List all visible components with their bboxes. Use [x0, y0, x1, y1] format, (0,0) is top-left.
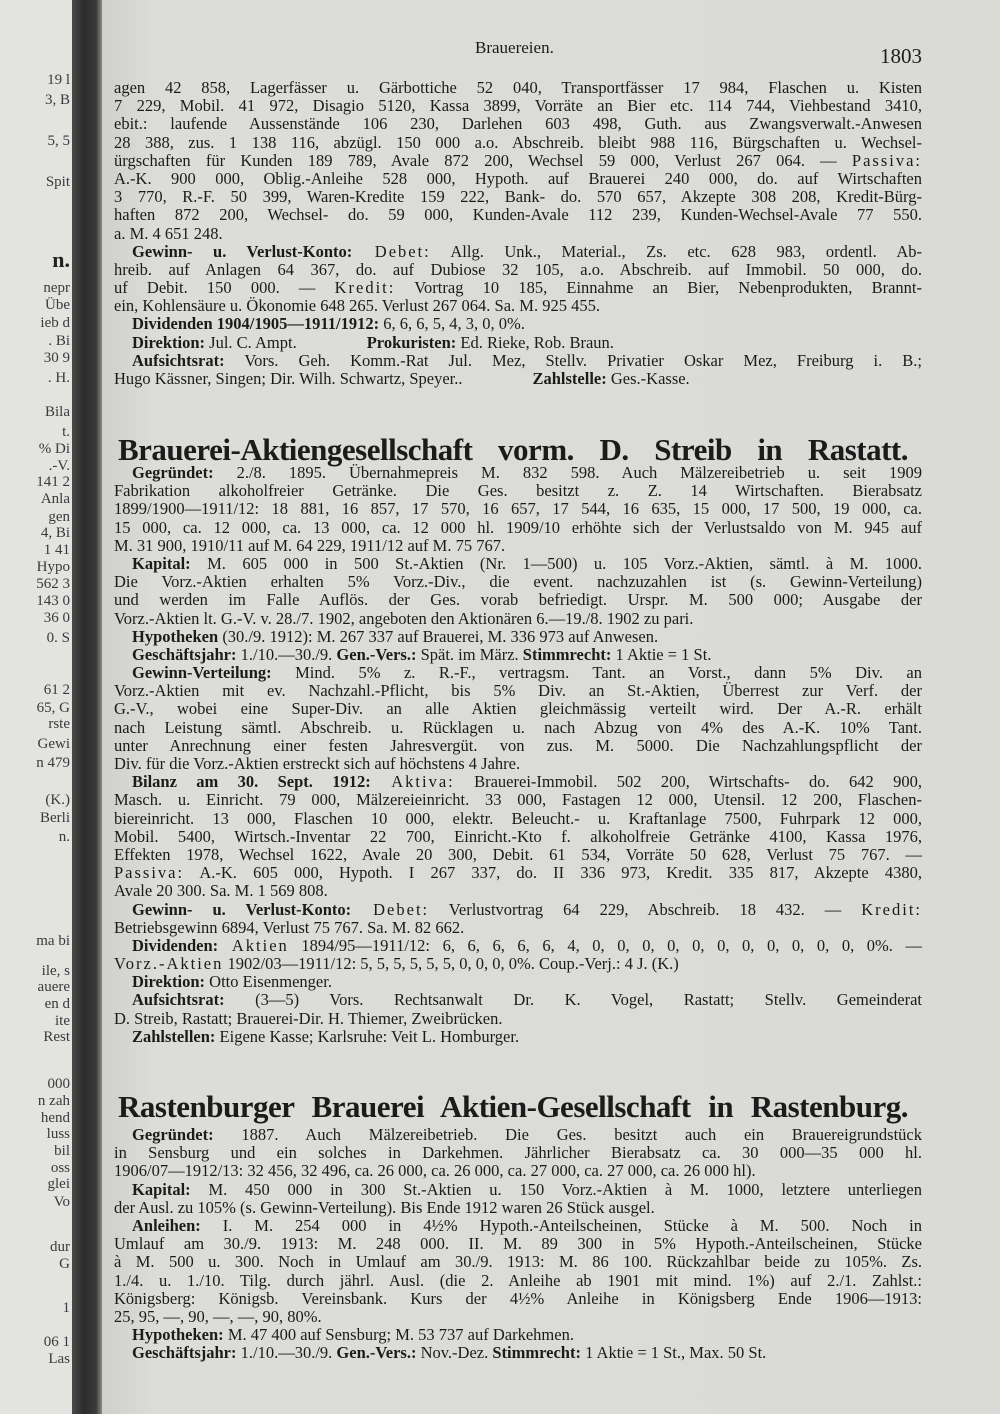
- text-run: biereinricht. 13 000, Flaschen 10 000, elektr. Beleucht.- u. Kraftanlage 7500, Fuhrpark 12 000,: [114, 808, 922, 828]
- text-run: 1906/07—1912/13: 32 456, 32 496, ca. 26 000, ca. 26 000, ca. 27 000, ca. 27 000, ca. 26 000 hl).: [114, 1161, 756, 1181]
- field-label: Prokuristen:: [366, 332, 457, 352]
- text-run: 1 Aktie = 1 St.: [611, 644, 712, 664]
- facing-page-fragment: 143 0: [36, 593, 70, 609]
- field-label: Gegründet:: [132, 1125, 214, 1144]
- text-run: Eigene Kasse; Karlsruhe: Veit L. Homburger.: [215, 1026, 520, 1046]
- text-line: [114, 1308, 922, 1326]
- facing-page-fragment: auere: [37, 979, 70, 995]
- spaced-label: Aktiva:: [370, 772, 455, 792]
- text-run: Vors. Geh. Komm.-Rat Jul. Mez, Stellv. Privatier Oskar Mez, Freiburg i. B.;: [224, 350, 922, 370]
- facing-page-fragment: 36 0: [43, 610, 70, 626]
- text-run: D. Streib, Rastatt; Brauerei-Dir. H. Thiemer, Zweibrücken.: [114, 1008, 503, 1028]
- text-line: [114, 97, 922, 115]
- text-line: [114, 682, 922, 700]
- text-line: [114, 482, 922, 500]
- spaced-label: Passiva:: [114, 863, 185, 883]
- field-label: Hypotheken:: [132, 1325, 224, 1345]
- text-run: 15 000, ca. 12 000, ca. 13 000, ca. 12 000 hl. 1909/10 erhöhte sich der Verlustsaldo von M. 945 auf: [114, 517, 922, 537]
- paragraph-start-line: [114, 555, 922, 573]
- facing-page-fragment: Bila: [45, 404, 70, 420]
- text-run: Fabrikation alkoholfreier Getränke. Die Ges. besitzt z. Z. 14 Wirtschaften. Bierabsatz: [114, 481, 922, 501]
- field-label: Geschäftsjahr:: [132, 1343, 237, 1363]
- text-run: 1 Aktie = 1 St., Max. 50 St.: [580, 1343, 767, 1363]
- facing-page-fragment: rste: [48, 716, 70, 732]
- text-run: Betriebsgewinn 6894, Verlust 75 767. Sa. M. 82 662.: [114, 917, 465, 937]
- text-line: [114, 134, 922, 152]
- field-label: Bilanz am 30. Sept. 1912:: [132, 772, 371, 792]
- page-number: 1803: [880, 44, 922, 68]
- text-run: Vorz.-Aktien mit ev. Nachzahl.-Pflicht, bis 5% Div. an St.-Aktien, Überrest zur Verf. der: [114, 681, 922, 701]
- field-label: Kapital:: [132, 553, 191, 573]
- paragraph-start-line: [114, 664, 922, 682]
- facing-page-fragment: t.: [62, 424, 70, 440]
- facing-page-fragment: 4, Bi: [40, 525, 70, 541]
- text-line: [114, 1010, 922, 1028]
- text-line: [114, 170, 922, 188]
- text-run: Verlustvortrag 64 229, Abschreib. 18 432. —: [429, 899, 862, 919]
- text-line: [114, 537, 922, 555]
- text-line: [114, 206, 922, 224]
- facing-page-fragment: . Bi: [48, 333, 70, 349]
- text-line: [114, 225, 922, 243]
- entry-continuation: [114, 79, 922, 388]
- spaced-label: Passiva:: [851, 150, 922, 170]
- field-label: Geschäftsjahr:: [132, 644, 237, 664]
- facing-page-fragment: ieb d: [40, 315, 70, 331]
- field-label: Aufsichtsrat:: [132, 990, 225, 1010]
- running-title: Brauereien.: [475, 38, 554, 57]
- text-line: [114, 1235, 922, 1253]
- text-run: M. 605 000 in 500 St.-Aktien (Nr. 1—500) u. 105 Vorz.-Aktien, sämtl. à M. 1000.: [190, 553, 922, 573]
- facing-page-fragment: Spit: [45, 174, 70, 190]
- field-label: Gewinn-Verteilung:: [132, 663, 272, 683]
- text-line: [114, 791, 922, 809]
- facing-page-fragment: 562 3: [36, 576, 70, 592]
- text-run: ebit.: laufende Aussenstände 106 230, Darlehen 603 498, Guth. aus Zwangsverwalt.-Anwesen: [114, 114, 922, 134]
- text-run: ürgschaften für Kunden 189 789, Avale 872 200, Wechsel 59 000, Verlust 267 064. —: [114, 150, 852, 170]
- facing-page-fragment: Anla: [40, 491, 70, 507]
- spaced-label: Kredit:: [861, 899, 922, 919]
- facing-page-fragment: Rest: [43, 1029, 70, 1045]
- facing-page-fragment: ile, s: [41, 963, 70, 979]
- facing-page-fragment: 06 1: [43, 1334, 70, 1350]
- text-run: 1902/03—1911/12: 5, 5, 5, 5, 5, 5, 0, 0, 0, 0%. Coup.-Verj.: 4 J. (K.): [223, 954, 679, 974]
- text-line: [114, 700, 922, 718]
- text-run: hreib. auf Anlagen 64 367, do. auf Dubiose 32 105, a.o. Abschreib. auf Immobil. 50 000, do.: [114, 259, 922, 279]
- spaced-label: Aktien: [218, 935, 289, 955]
- entry-streib-rastatt: [114, 464, 922, 1046]
- text-run: Avale 20 300. Sa. M. 1 569 808.: [114, 881, 328, 901]
- text-line: [114, 810, 922, 828]
- text-line: [114, 115, 922, 133]
- text-run: Brauerei-Immobil. 502 200, Wirtschafts- do. 642 900,: [454, 772, 922, 792]
- field-label: Kapital:: [132, 1179, 191, 1199]
- text-run: a. M. 4 651 248.: [114, 223, 223, 243]
- text-line: [114, 864, 922, 882]
- paragraph-start-line: [114, 243, 922, 261]
- paragraph-start-line: [114, 773, 922, 791]
- spaced-label: Debet:: [352, 241, 431, 261]
- text-run: Allg. Unk., Material., Zs. etc. 628 983, ordentl. Ab-: [430, 241, 922, 261]
- text-run: G.-V., wobei eine Super-Div. an alle Aktien gleichmässig verteilt wird. Der A.-R. erhält: [114, 699, 922, 719]
- paragraph-start-line: [114, 1217, 922, 1235]
- book-gutter: [72, 0, 102, 1414]
- text-line: [114, 1162, 922, 1180]
- text-line: [114, 1144, 922, 1162]
- facing-page-fragment: bil: [54, 1143, 70, 1159]
- paragraph-start-line: [114, 1028, 922, 1046]
- text-line: [114, 279, 922, 297]
- field-label: Direktion:: [132, 972, 206, 992]
- field-label: Anleihen:: [132, 1215, 201, 1235]
- paragraph-start-line: [114, 1344, 922, 1362]
- field-label: Direktion:: [132, 332, 206, 352]
- text-run: Hugo Kässner, Singen; Dir. Wilh. Schwartz, Speyer..: [114, 369, 463, 388]
- text-run: der Ausl. zu 105% (s. Gewinn-Verteilung). Bis Ende 1912 waren 26 Stück ausgel.: [114, 1197, 655, 1217]
- text-run: Jul. C. Ampt.: [205, 332, 297, 352]
- paragraph-start-line: [114, 991, 922, 1009]
- text-run: 25, 95, —, 90, —, —, 90, 80%.: [114, 1306, 322, 1326]
- text-run: (3—5) Vors. Rechtsanwalt Dr. K. Vogel, Rastatt; Stellv. Gemeinderat: [224, 990, 922, 1010]
- text-line: [114, 500, 922, 518]
- text-run: Otto Eisenmenger.: [205, 972, 332, 992]
- facing-page-fragment: 000: [47, 1076, 70, 1092]
- text-line: [114, 188, 922, 206]
- facing-page-fragment: ite: [55, 1013, 70, 1029]
- text-run: Vorz.-Aktien lt. G.-V. v. 28./7. 1902, angeboten den Aktionären 6.—19./8. 1902 zu pari.: [114, 608, 694, 628]
- field-label: Gewinn- u. Verlust-Konto:: [132, 899, 352, 919]
- paragraph-start-line: [114, 352, 922, 370]
- paragraph-start-line: [114, 334, 922, 352]
- field-label: Aufsichtsrat:: [132, 350, 225, 370]
- field-label: Zahlstellen:: [132, 1026, 216, 1046]
- text-line: [114, 573, 922, 591]
- text-run: agen 42 858, Lagerfässer u. Gärbottiche 52 040, Transportfässer 17 984, Flaschen u. Kisten: [114, 78, 922, 97]
- facing-page-fragment: Berli: [40, 810, 70, 826]
- field-label: Gen.-Vers.:: [336, 1343, 417, 1363]
- paragraph-start-line: [114, 901, 922, 919]
- facing-page-fragment: Übe: [45, 297, 70, 313]
- text-line: [114, 1253, 922, 1271]
- facing-page-fragment: hend: [40, 1110, 70, 1126]
- text-line: [114, 519, 922, 537]
- text-run: 28 388, zus. 1 138 116, abzügl. 150 000 a.o. Abschreib. bleibt 988 116, Bürgschaften u. Wechsel-: [114, 132, 922, 152]
- facing-page-edge: [0, 0, 74, 1414]
- facing-page-fragment: 5, 5: [47, 133, 70, 149]
- paragraph-start-line: [114, 628, 922, 646]
- facing-page-fragment: Las: [48, 1351, 70, 1367]
- facing-page-fragment: n.: [58, 829, 70, 845]
- text-run: Masch. u. Einricht. 79 000, Mälzereieinricht. 33 000, Fastagen 12 000, Utensil. 12 200, Flaschen-: [114, 790, 922, 810]
- paragraph-start-line: [114, 973, 922, 991]
- text-line: [114, 919, 922, 937]
- text-run: unter Anrechnung einer festen Jahresvergüt. von zus. M. 5000. Die Nachzahlungspflicht der: [114, 735, 922, 755]
- text-run: nach Leistung sämtl. Abschreib. u. Rücklagen u. nach Abzug von 4% des A.-K. 10% Tant.: [114, 717, 922, 737]
- text-run: Spät. im März.: [416, 644, 523, 664]
- facing-page-fragment: luss: [46, 1126, 70, 1142]
- text-run: Mind. 5% z. R.-F., vertragsm. Tant. an Vorst., dann 5% Div. an: [271, 663, 922, 683]
- text-run: 1887. Auch Mälzereibetrieb. Die Ges. besitzt auch ein Brauereigrundstück: [213, 1125, 922, 1144]
- text-run: uf Debit. 150 000. —: [114, 278, 335, 298]
- text-run: M. 47 400 auf Sensburg; M. 53 737 auf Darkehmen.: [223, 1325, 574, 1345]
- text-run: M. 450 000 in 300 St.-Aktien u. 150 Vorz.-Aktien à M. 1000, letztere unterliegen: [190, 1179, 922, 1199]
- field-label: Gegründet:: [132, 463, 214, 482]
- text-line: [114, 152, 922, 170]
- field-label: Dividenden:: [132, 935, 219, 955]
- field-label: Zahlstelle:: [532, 369, 607, 388]
- facing-page-fragment: 141 2: [36, 474, 70, 490]
- text-run: 1894/95—1911/12: 6, 6, 6, 6, 6, 4, 0, 0, 0, 0, 0, 0, 0, 0, 0, 0, 0, 0%. —: [288, 935, 922, 955]
- text-run: Ges.-Kasse.: [606, 369, 690, 388]
- entry-rastenburger: [114, 1126, 922, 1362]
- facing-page-fragment: 19 l: [47, 72, 70, 88]
- text-run: Umlauf am 30./9. 1913: M. 248 000. II. M. 89 300 in 5% Hypoth.-Anteilscheinen, Stücke: [114, 1234, 922, 1254]
- facing-page-fragment: (K.): [45, 792, 70, 808]
- facing-page-fragment: n.: [52, 247, 70, 272]
- paragraph-start-line: [114, 937, 922, 955]
- field-label: Stimmrecht:: [492, 1343, 581, 1363]
- text-run: A.-K. 900 000, Oblig.-Anleihe 528 000, Hypoth. auf Brauerei 240 000, do. auf Wirtschaften: [114, 168, 922, 188]
- paragraph-start-line: [114, 464, 922, 482]
- entry-title-rastenburger: Rastenburger Brauerei Aktien-Gesellschaft in Rastenburg.: [118, 1089, 908, 1124]
- field-label: Hypotheken: [132, 626, 219, 646]
- text-line: [114, 79, 922, 97]
- text-run: Die Vorz.-Aktien erhalten 5% Vorz.-Div., die event. nachzuzahlen ist (s. Gewinn-Verteilung): [114, 572, 922, 592]
- text-run: 3 770, R.-F. 50 399, Waren-Kredite 159 222, Bank- do. 570 657, Akzepte 308 208, Kredit-Bürg-: [114, 187, 922, 207]
- text-run: A.-K. 605 000, Hypoth. I 267 337, do. II 336 973, Kredit. 335 817, Akzepte 4380,: [184, 863, 922, 883]
- text-run: 1./4. u. 1./10. Tilg. durch jährl. Ausl. (die 2. Anleihe ab 1901 mit mind. 1%) auf 2./1. Zahlst.:: [114, 1270, 922, 1290]
- text-run: Effekten 1978, Wechsel 1622, Avale 20 300, Debit. 61 534, Vorräte 50 628, Verlust 75 767. —: [114, 844, 922, 864]
- facing-page-fragment: 61 2: [43, 682, 70, 698]
- facing-page-fragment: 1 41: [43, 542, 70, 558]
- text-line: [114, 1290, 922, 1308]
- paragraph-start-line: [114, 1181, 922, 1199]
- text-line: [114, 591, 922, 609]
- facing-page-fragment: glei: [47, 1176, 70, 1192]
- paragraph-start-line: [114, 646, 922, 664]
- facing-page-fragment: Gewi: [37, 736, 70, 752]
- paragraph-start-line: [114, 315, 922, 333]
- text-run: 2./8. 1895. Übernahmepreis M. 832 598. Auch Mälzereibetrieb u. seit 1909: [213, 463, 922, 482]
- facing-page-fragment: ma bi: [36, 933, 70, 949]
- facing-page-fragment: nepr: [43, 280, 70, 296]
- text-run: M. 31 900, 1910/11 auf M. 64 229, 1911/12 auf M. 75 767.: [114, 535, 506, 555]
- facing-page-fragment: 65, G: [36, 700, 70, 716]
- text-run: 1899/1900—1911/12: 18 881, 16 857, 17 570, 16 657, 17 544, 16 635, 15 000, 17 500, 19 000, ca.: [114, 499, 922, 519]
- text-run: (30./9. 1912): M. 267 337 auf Brauerei, M. 336 973 auf Anwesen.: [218, 626, 659, 646]
- text-run: ein, Kohlensäure u. Ökonomie 648 265. Verlust 267 064. Sa. M. 925 455.: [114, 296, 600, 316]
- spaced-label: Kredit:: [334, 278, 396, 298]
- text-line: [114, 1199, 922, 1217]
- paragraph-start-line: [114, 1326, 922, 1344]
- text-line: [114, 297, 922, 315]
- facing-page-fragment: n zah: [37, 1093, 70, 1109]
- field-label: Dividenden 1904/1905—1911/1912:: [132, 314, 380, 334]
- facing-page-fragment: 0. S: [46, 630, 70, 646]
- field-label: Gen.-Vers.:: [336, 644, 417, 664]
- facing-page-fragment: gen: [48, 509, 70, 525]
- text-run: haften 872 200, Wechsel- do. 59 000, Kunden-Avale 112 239, Kunden-Wechsel-Avale 77 550.: [114, 205, 922, 225]
- facing-page-fragment: 3, B: [44, 92, 70, 108]
- facing-page-fragment: oss: [50, 1160, 70, 1176]
- text-run: 6, 6, 6, 5, 4, 3, 0, 0%.: [379, 314, 525, 334]
- text-line: [114, 370, 922, 388]
- facing-page-fragment: % Di: [38, 441, 70, 457]
- text-run: Mobil. 5400, Wirtsch.-Inventar 22 700, Einricht.-Kto f. alkoholfreie Getränke 4100, Kassa 1976,: [114, 826, 922, 846]
- text-run: und werden im Falle Auflös. der Ges. vorab befriedigt. Urspr. M. 500 000; Ausgabe der: [114, 590, 922, 610]
- facing-page-fragment: 30 9: [43, 350, 70, 366]
- text-run: Ed. Rieke, Rob. Braun.: [456, 332, 614, 352]
- facing-page-fragment: n 479: [36, 755, 70, 771]
- entry-title-streib-rastatt: Brauerei-Aktiengesellschaft vorm. D. Streib in Rastatt.: [118, 432, 908, 467]
- text-run: Königsberg: Königsb. Vereinsbank. Kurs der 4½% Anleihe in Königsberg Ende 1906—1913:: [114, 1288, 922, 1308]
- text-line: [114, 719, 922, 737]
- text-line: [114, 755, 922, 773]
- text-run: Vortrag 10 185, Einnahme an Bier, Nebenprodukten, Brannt-: [395, 278, 922, 298]
- facing-page-fragment: . H.: [47, 370, 70, 386]
- facing-page-fragment: Vo: [53, 1194, 70, 1210]
- spaced-label: Vorz.-Aktien: [114, 954, 224, 974]
- text-line: [114, 737, 922, 755]
- facing-page-fragment: .-V.: [48, 458, 70, 474]
- text-line: [114, 955, 922, 973]
- text-run: Nov.-Dez.: [416, 1343, 493, 1363]
- field-label: Stimmrecht:: [522, 644, 612, 664]
- text-run: in Sensburg und ein solches in Darkehmen. Jährlicher Bierabsatz ca. 30 000—35 000 hl.: [114, 1143, 922, 1163]
- text-line: [114, 882, 922, 900]
- text-line: [114, 610, 922, 628]
- facing-page-fragment: en d: [44, 996, 70, 1012]
- text-run: 1./10.—30./9.: [236, 644, 337, 664]
- facing-page-fragment: Hypo: [36, 559, 70, 575]
- paragraph-start-line: [114, 1126, 922, 1144]
- text-run: 7 229, Mobil. 41 972, Disagio 5120, Kassa 3899, Vorräte an Bier etc. 114 744, Viehbestand 3410,: [114, 96, 922, 116]
- facing-page-fragment: dur: [50, 1239, 70, 1255]
- text-line: [114, 846, 922, 864]
- text-run: I. M. 254 000 in 4½% Hypoth.-Anteilscheinen, Stücke à M. 500. Noch in: [200, 1215, 922, 1235]
- text-run: 1./10.—30./9.: [236, 1343, 337, 1363]
- text-run: Div. für die Vorz.-Aktien erstreckt sich auf höchstens 4 Jahre.: [114, 754, 521, 773]
- spaced-label: Debet:: [351, 899, 430, 919]
- facing-page-fragment: 1: [62, 1300, 70, 1316]
- facing-page-fragment: G: [59, 1256, 70, 1272]
- text-run: à M. 500 u. 300. Noch in Umlauf am 30./9. 1913: M. 86 100. Rückzahlbar beide zu 105%. Zs.: [114, 1252, 922, 1272]
- text-line: [114, 261, 922, 279]
- text-line: [114, 828, 922, 846]
- text-line: [114, 1272, 922, 1290]
- field-label: Gewinn- u. Verlust-Konto:: [132, 241, 353, 261]
